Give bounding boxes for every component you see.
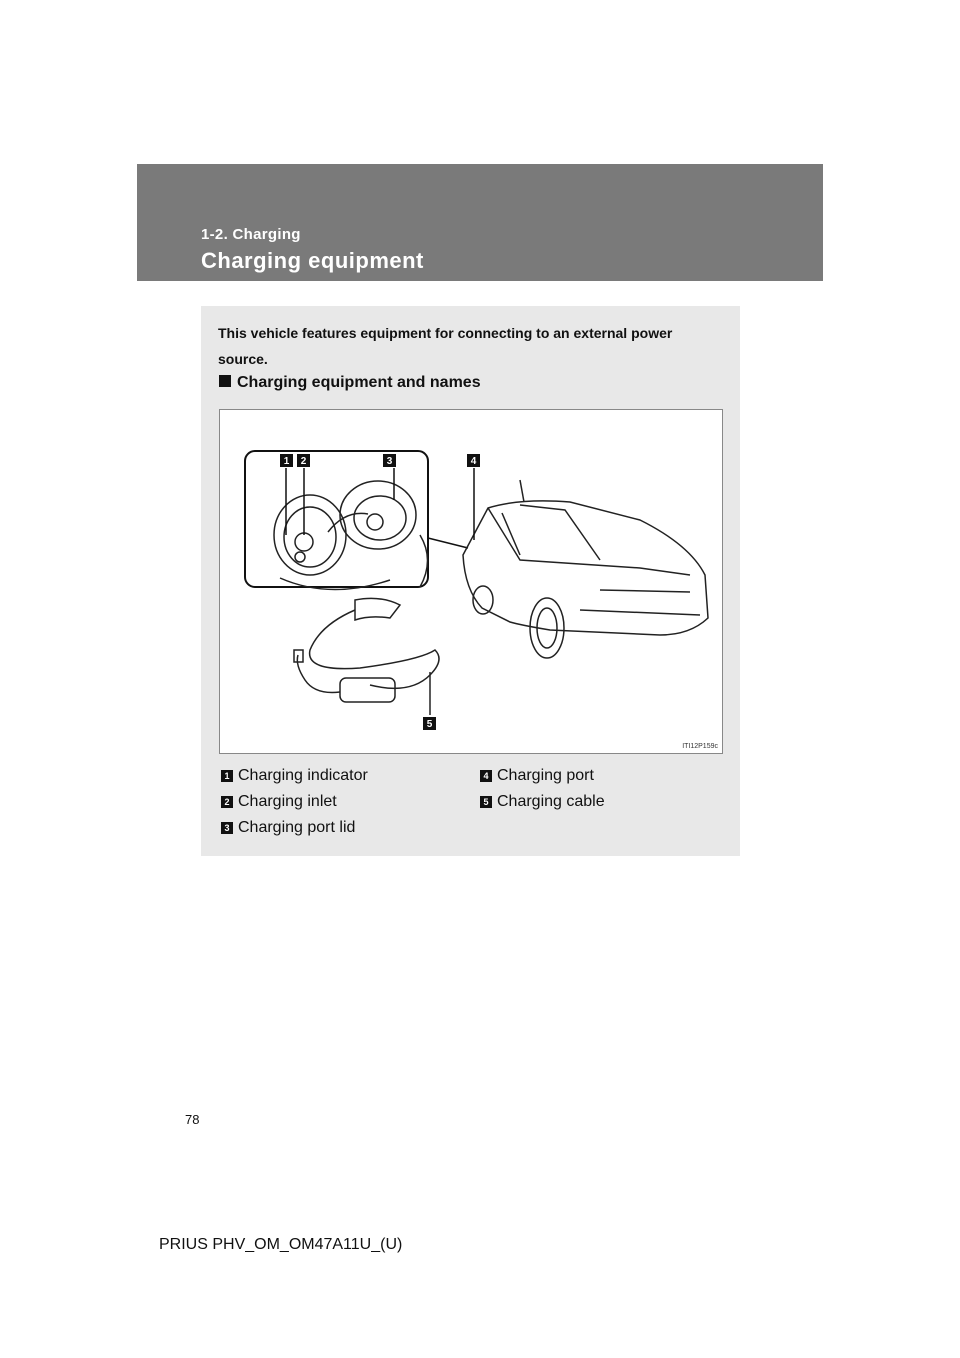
callout-5: [423, 717, 436, 730]
inset-box: [245, 451, 428, 587]
legend-label: Charging inlet: [238, 793, 337, 810]
square-bullet-icon: [219, 375, 231, 387]
subheading-text: Charging equipment and names: [237, 374, 481, 391]
legend-label: Charging cable: [497, 793, 605, 810]
charging-equipment-illustration: [220, 410, 722, 753]
legend-label: Charging indicator: [238, 767, 368, 784]
intro-text: This vehicle features equipment for connecting to an external power source.: [218, 325, 673, 367]
legend-number: 5: [480, 796, 492, 808]
section-label: 1-2. Charging: [201, 226, 301, 243]
page-number: 78: [185, 1112, 200, 1127]
document-code: PRIUS PHV_OM_OM47A11U_(U): [159, 1236, 403, 1253]
content-panel: [201, 306, 740, 856]
page-title: Charging equipment: [201, 248, 424, 273]
legend-number: 3: [221, 822, 233, 834]
legend-item-charging-inlet: [221, 793, 337, 811]
svg-text:3: 3: [386, 456, 393, 467]
svg-text:5: 5: [426, 719, 433, 730]
svg-text:4: 4: [470, 456, 477, 467]
car-drawing: [463, 480, 708, 658]
legend-number: 4: [480, 770, 492, 782]
subheading: [219, 374, 481, 392]
callout-3: [383, 454, 396, 467]
legend-number: 1: [221, 770, 233, 782]
legend-item-charging-indicator: [221, 767, 368, 785]
legend-number: 2: [221, 796, 233, 808]
legend-label: Charging port lid: [238, 819, 356, 836]
callout-4: [467, 454, 480, 467]
legend-label: Charging port: [497, 767, 594, 784]
callout-2: [297, 454, 310, 467]
svg-text:2: 2: [300, 456, 307, 467]
charging-cable-drawing: [294, 598, 439, 715]
charging-equipment-figure: [219, 409, 723, 754]
svg-text:1: 1: [283, 456, 290, 467]
callout-1: [280, 454, 293, 467]
figure-code: ITI12P159c: [682, 743, 718, 750]
legend-item-charging-port: [480, 767, 594, 785]
chapter-header: [137, 164, 823, 281]
legend-item-charging-port-lid: [221, 819, 355, 837]
legend-item-charging-cable: [480, 793, 605, 811]
